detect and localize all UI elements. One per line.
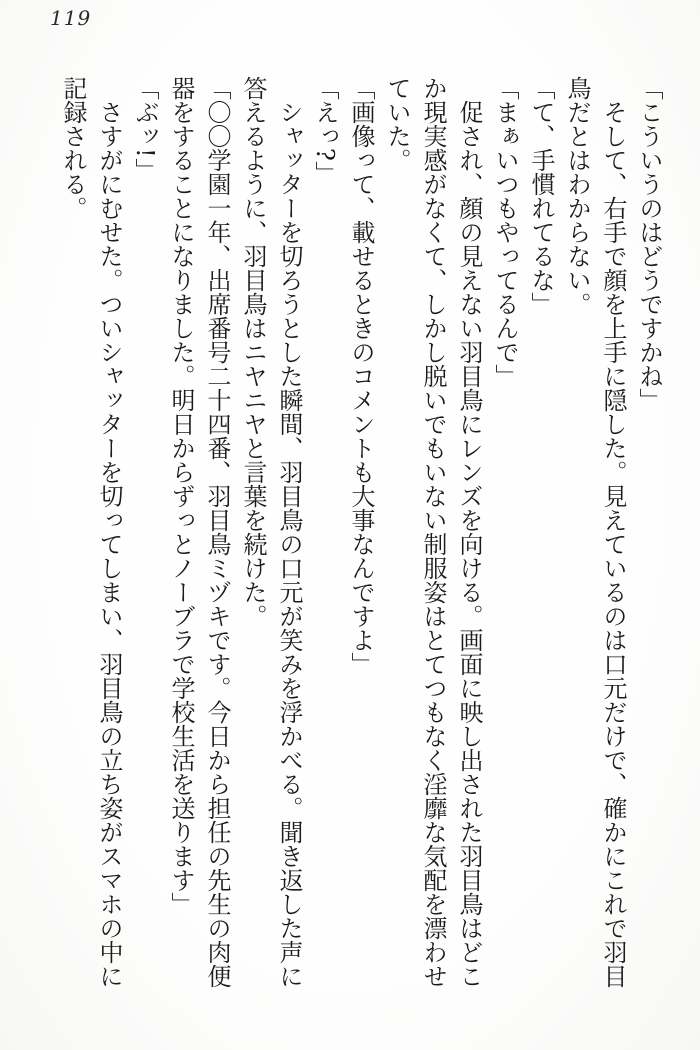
text-column: か現実感がなくて、しかし脱いでもいない制服姿はとてつもなく淫靡な気配を漂わせ [419,76,447,988]
text-column: 器をすることになりました。明日からずっとノーブラで学校生活を送ります」 [167,76,195,916]
text-column: 答えるように、羽目鳥はニヤニヤと言葉を続けた。 [239,76,267,628]
text-column: 鳥だとはわからない。 [563,76,591,316]
text-column: 「こういうのはどうですかね」 [635,76,663,412]
text-column: ていた。 [383,76,411,172]
text-column: 「まぁいつもやってるんで」 [491,76,519,388]
text-column: 「〇〇学園一年、出席番号二十四番、羽目鳥ミヅキです。今日から担任の先生の肉便 [203,76,231,988]
text-column: そして、右手で顔を上手に隠した。見えているのは口元だけで、確かにこれで羽目 [599,100,627,988]
text-column: 「えっ?」 [311,76,339,185]
text-column: 「て、手慣れてるな」 [527,76,555,316]
text-column: シャッターを切ろうとした瞬間、羽目鳥の口元が笑みを浮かべる。聞き返した声に [275,100,303,988]
text-column: 記録される。 [59,76,87,220]
vertical-text-block [53,76,667,996]
text-column: 「画像って、載せるときのコメントも大事なんですよ」 [347,76,375,676]
page-number: 119 [50,6,92,30]
text-column: さすがにむせた。ついシャッターを切ってしまい、羽目鳥の立ち姿がスマホの中に [95,100,123,988]
text-column: 促され、顔の見えない羽目鳥にレンズを向ける。画面に映し出された羽目鳥はどこ [455,100,483,988]
text-column: 「ぶッ!」 [131,76,159,182]
